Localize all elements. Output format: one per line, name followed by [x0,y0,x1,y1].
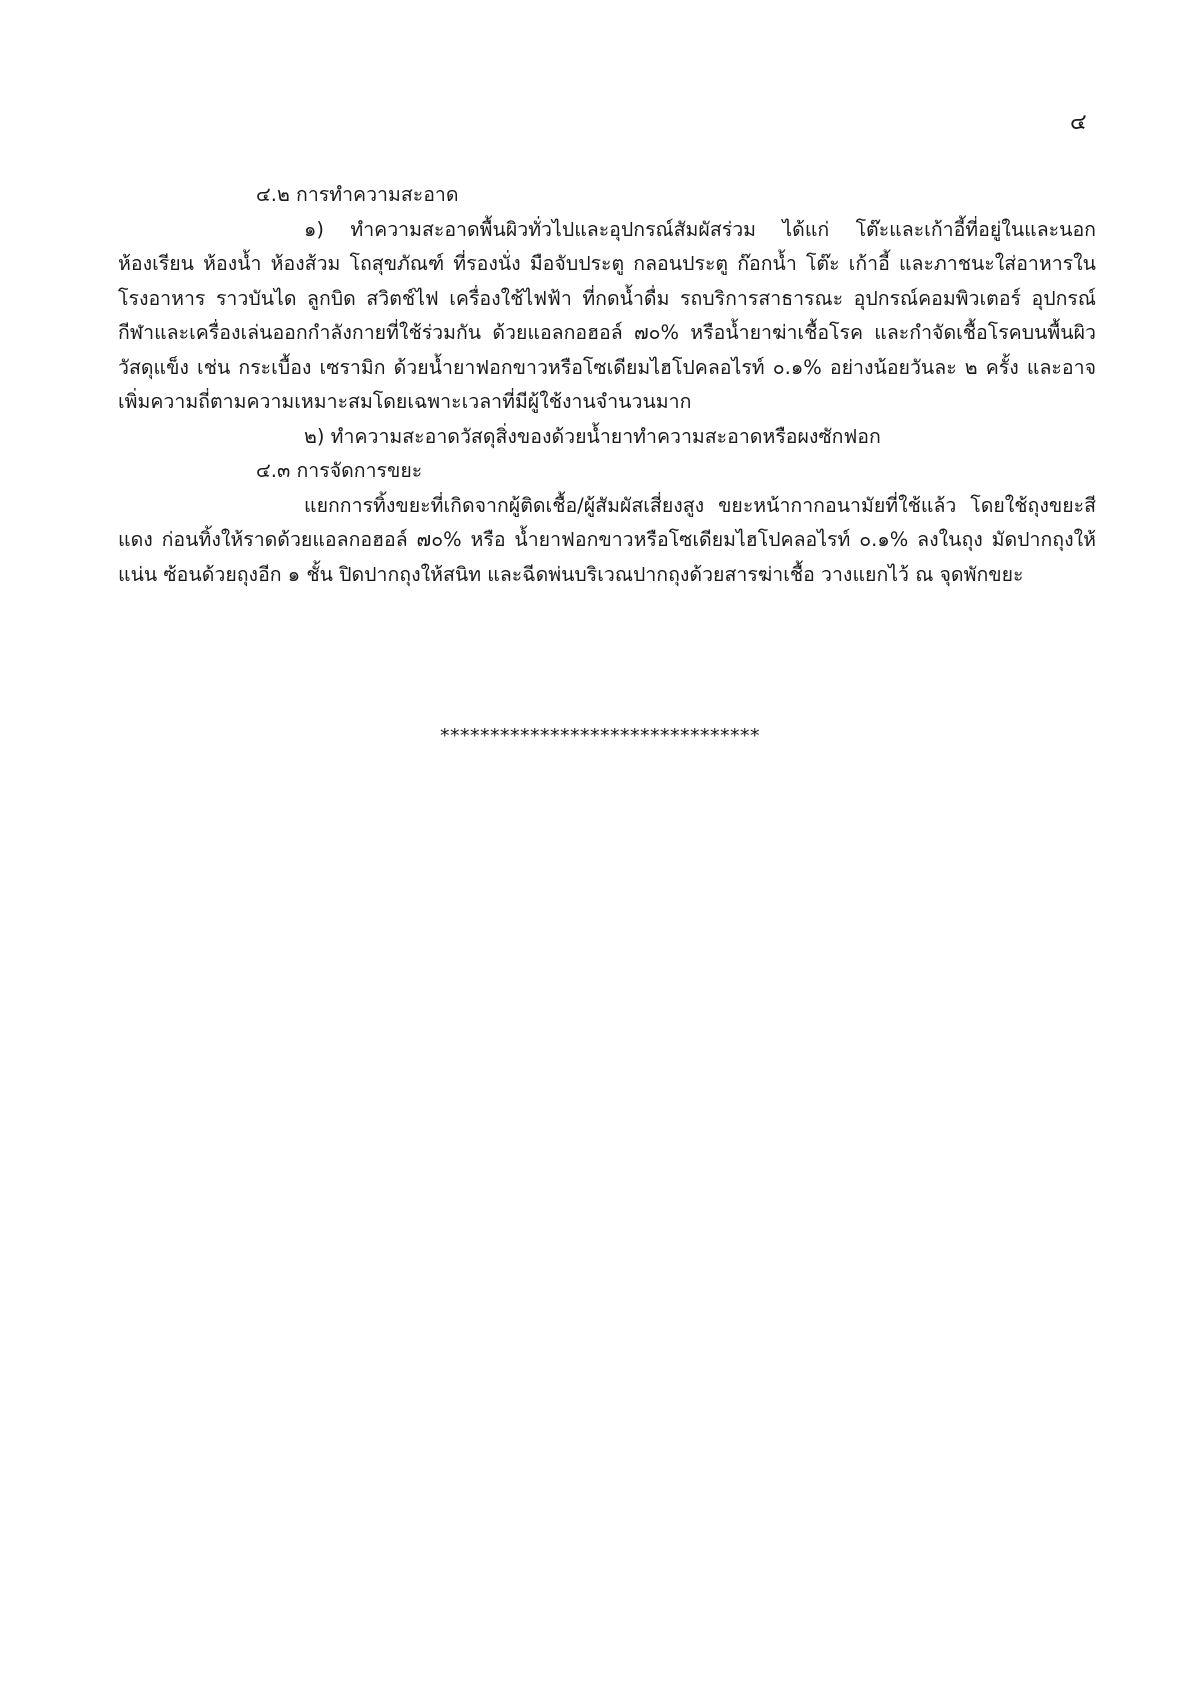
page-number: ๔ [1070,110,1087,135]
cleaning-item-1: ๑) ทำความสะอาดพื้นผิวทั่วไปและอุปกรณ์สัมผัสร่วม ได้แก่ โต๊ะและเก้าอี้ที่อยู่ในและนอกห้องเรียน ห้องน้ำ ห้องส้วม โถสุขภัณฑ์ ที่รองนั่ง มือจับประตู กลอนประตู ก๊อกน้ำ โต๊ะ เก้าอี้ และภาชนะใส่อาหารในโรงอาหาร ราวบันได ลูกบิด สวิตช์ไฟ เครื่องใช้ไฟฟ้า ที่กดน้ำดื่ม รถบริการสาธารณะ อุปกรณ์คอมพิวเตอร์ อุปกรณ์กีฬาและเครื่องเล่นออกกำลังกายที่ใช้ร่วมกัน ด้วยแอลกอฮอล์ ๗๐% หรือน้ำยาฆ่าเชื้อโรค และกำจัดเชื้อโรคบนพื้นผิววัสดุแข็ง เช่น กระเบื้อง เซรามิก ด้วยน้ำยาฟอกขาวหรือโซเดียมไฮโปคลอไรท์ ๐.๑% อย่างน้อยวันละ ๒ ครั้ง และอาจเพิ่มความถี่ตามความเหมาะสมโดยเฉพาะเวลาที่มีผู้ใช้งานจำนวนมาก [118,217,1096,413]
waste-management-paragraph: แยกการทิ้งขยะที่เกิดจากผู้ติดเชื้อ/ผู้สัมผัสเสี่ยงสูง ขยะหน้ากากอนามัยที่ใช้แล้ว โดยใช้ถุงขยะสีแดง ก่อนทิ้งให้ราดด้วยแอลกอฮอล์ ๗๐% หรือ น้ำยาฟอกขาวหรือโซเดียมไฮโปคลอไรท์ ๐.๑% ลงในถุง มัดปากถุงให้แน่น ซ้อนด้วยถุงอีก ๑ ชั้น ปิดปากถุงให้สนิท และฉีดพ่นบริเวณปากถุงด้วยสารฆ่าเชื้อ วางแยกไว้ ณ จุดพักขยะ [118,493,1096,586]
section-heading-4-3: ๔.๓ การจัดการขยะ [256,459,423,482]
cleaning-item-2: ๒) ทำความสะอาดวัสดุสิ่งของด้วยน้ำยาทำความสะอาดหรือผงซักฟอก [304,424,881,448]
section-heading-4-2: ๔.๒ การทำความสะอาด [256,183,459,206]
end-separator: ******************************** [440,725,760,747]
document-body [118,178,1096,592]
